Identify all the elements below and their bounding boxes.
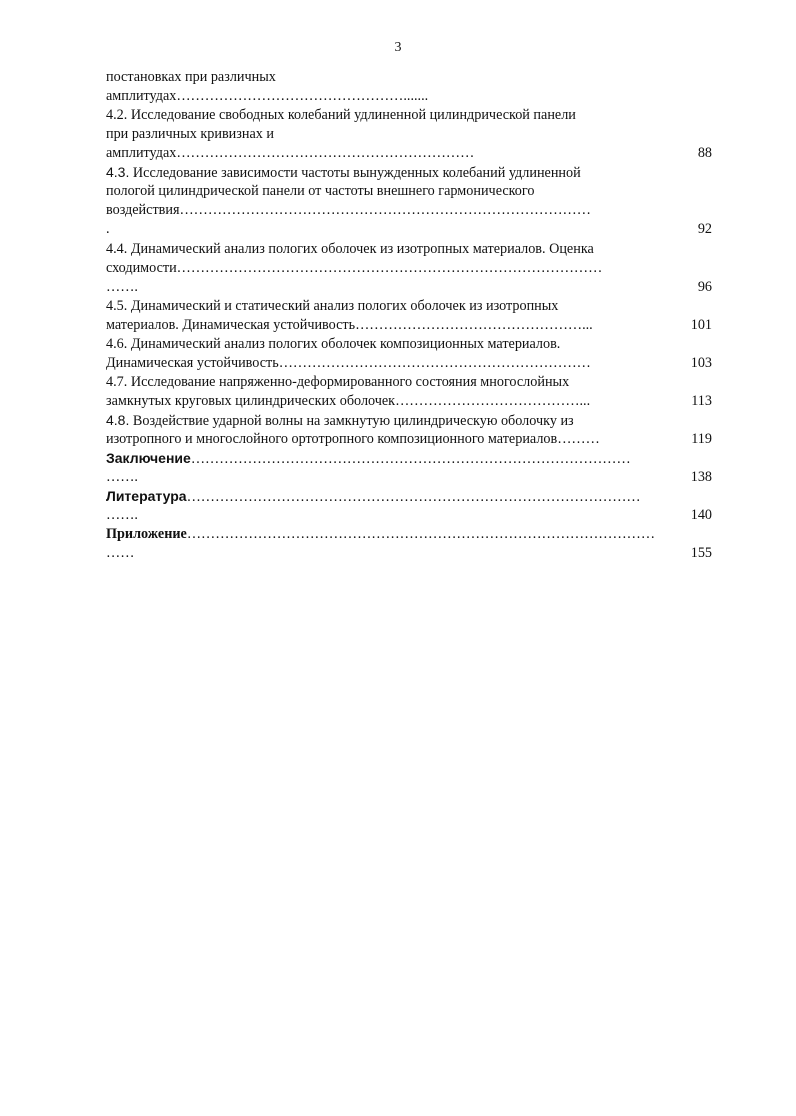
toc-entry-line: амплитудах………………………………………………………	[106, 145, 475, 161]
toc-entry-line-text: Исследование зависимости частоты вынужденных колебаний удлиненной	[129, 165, 581, 181]
toc-entry-line: …….	[106, 279, 138, 295]
toc-entry-line: …….	[106, 469, 138, 485]
toc-entry-references[interactable]	[106, 487, 671, 525]
toc-entry-4-3[interactable]	[106, 163, 671, 239]
toc-entry-leader: ……………………………………………………………………………………	[186, 489, 641, 505]
page-number: 3	[394, 40, 402, 55]
toc-page-number: 101	[690, 317, 712, 333]
toc-entry-line: изотропного и многослойного ортотропного композиционного материалов………	[106, 431, 600, 447]
toc-entry-line: 4.5. Динамический и статический анализ пологих оболочек из изотропных	[106, 298, 559, 314]
toc-page-number: 138	[690, 469, 712, 485]
toc-entry-leader: …………………………………………………………………………………	[190, 451, 631, 467]
toc-page-number: 92	[697, 221, 712, 237]
toc-page-number: 113	[691, 393, 712, 409]
toc-entry-line	[106, 525, 671, 544]
toc-entry-4-7[interactable]	[106, 373, 671, 411]
toc-page-number: 119	[691, 431, 712, 447]
toc-entry-line: при различных кривизнах и	[106, 126, 274, 142]
toc-entry-4-4[interactable]	[106, 240, 671, 297]
toc-entry-4-5[interactable]	[106, 297, 671, 335]
toc-entry-line: 4.6. Динамический анализ пологих оболочек композиционных материалов.	[106, 336, 561, 352]
toc-entry-line: 4.2. Исследование свободных колебаний удлиненной цилиндрической панели	[106, 107, 576, 123]
toc-entry-4-6[interactable]	[106, 335, 671, 373]
toc-entry-number: 4.3.	[106, 164, 130, 180]
toc-page-number: 88	[697, 145, 712, 161]
toc-entry-line: .	[106, 221, 110, 237]
toc-page-number: 103	[690, 355, 712, 371]
toc-entry-4-8[interactable]	[106, 411, 671, 449]
toc-entry-line: …….	[106, 507, 138, 523]
toc-entry-line: сходимости………………………………………………………………………………	[106, 260, 603, 276]
toc-entry-line	[106, 411, 671, 430]
toc-entry-line: воздействия……………………………………………………………………………	[106, 202, 591, 218]
toc-entry-line: пологой цилиндрической панели от частоты внешнего гармонического	[106, 183, 535, 199]
toc-page-number: 155	[690, 545, 712, 561]
toc-entry-line: замкнутых круговых цилиндрических оболочек…………………………………...	[106, 393, 591, 409]
toc-entry-4-2[interactable]	[106, 106, 671, 163]
toc-page-number: 140	[690, 507, 712, 523]
toc-entry-number: 4.8.	[106, 412, 130, 428]
toc-entry-line: Динамическая устойчивость…………………………………………………………	[106, 355, 591, 371]
toc-entry-line: амплитудах………………………………………….......	[106, 88, 429, 104]
toc-entry-leader: ………………………………………………………………………………………	[186, 526, 656, 542]
toc-page-number: 96	[697, 279, 712, 295]
toc-entry-heading: Заключение	[106, 450, 191, 466]
toc-entry-line: 4.4. Динамический анализ пологих оболочек из изотропных материалов. Оценка	[106, 241, 594, 257]
toc-entry-line	[106, 487, 671, 506]
toc-entry-line: материалов. Динамическая устойчивость…………………………………………...	[106, 317, 593, 333]
toc-entry-heading: Литература	[106, 488, 187, 504]
toc-entry-continuation	[106, 68, 671, 106]
toc-entry-line: ……	[106, 545, 135, 561]
toc-entry-appendix[interactable]	[106, 525, 671, 563]
toc-entry-line	[106, 163, 671, 182]
toc-entry-line: 4.7. Исследование напряженно-деформированного состояния многослойных	[106, 374, 570, 390]
toc-entry-line-text: Воздействие ударной волны на замкнутую цилиндрическую оболочку из	[129, 413, 574, 429]
toc-entry-line	[106, 449, 671, 468]
toc-entry-line: постановках при различных	[106, 69, 276, 85]
toc-entry-heading: Приложение	[106, 526, 187, 542]
toc-entry-conclusion[interactable]	[106, 449, 671, 487]
